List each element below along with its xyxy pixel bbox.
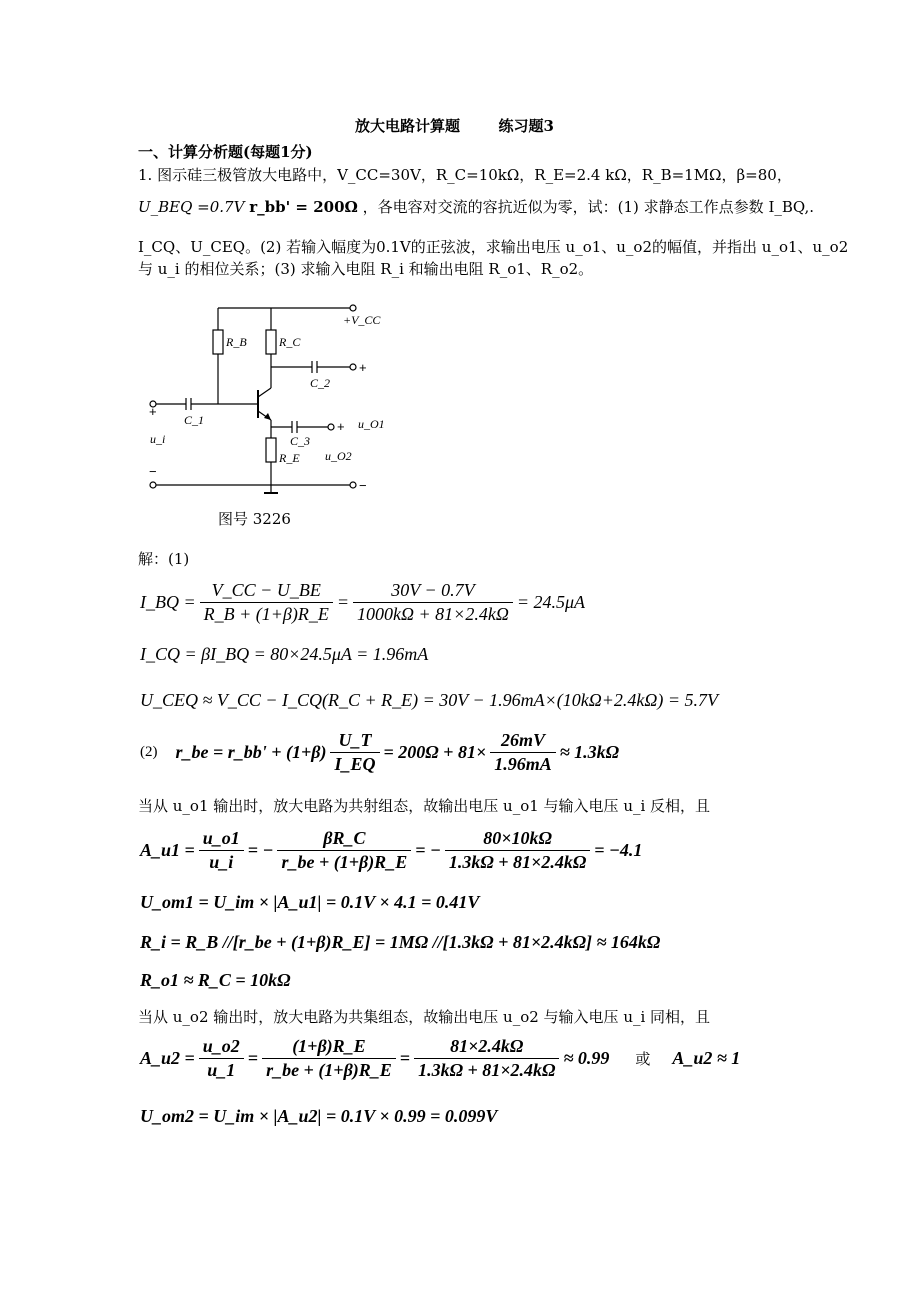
ri-equation: R_i = R_B //[r_be + (1+β)R_E] = 1MΩ //[1.3kΩ + 81×2.4kΩ] ≈ 164kΩ bbox=[140, 932, 661, 952]
vcc-terminal bbox=[350, 305, 356, 311]
label-uo1-plus: + bbox=[337, 419, 345, 434]
text-uo2: 当从 u_o2 输出时，放大电路为共集组态，故输出电压 u_o2 与输入电压 u_i 同相，且 bbox=[138, 1008, 711, 1026]
label-uo1: u_O1 bbox=[358, 417, 385, 431]
uceq-equation: U_CEQ ≈ V_CC − I_CQ(R_C + R_E) = 30V − 1.96mA×(10kΩ+2.4kΩ) = 5.7V bbox=[140, 690, 719, 710]
uo1-terminal bbox=[328, 424, 334, 430]
output-ground-terminal bbox=[350, 482, 356, 488]
uom1-equation: U_om1 = U_im × |A_u1| = 0.1V × 4.1 = 0.41V bbox=[140, 892, 480, 912]
problem-line-1: 1. 图示硅三极管放大电路中，V_CC=30V，R_C=10kΩ，R_E=2.4 kΩ，R_B=1MΩ，β=80， bbox=[138, 166, 792, 184]
label-re: R_E bbox=[279, 451, 300, 465]
text-uo1: 当从 u_o1 输出时，放大电路为共射组态，故输出电压 u_o1 与输入电压 u_i 反相，且 bbox=[138, 797, 711, 815]
circuit-diagram bbox=[140, 300, 400, 510]
figure-caption: 图号 3226 bbox=[218, 510, 291, 528]
label-rc: R_C bbox=[279, 335, 301, 349]
label-output-minus: − bbox=[359, 478, 367, 493]
problem-ubeq: U_BEQ =0.7V bbox=[138, 198, 245, 216]
title-sub: 练习题3 bbox=[498, 117, 554, 135]
label-c2-plus: + bbox=[359, 360, 367, 375]
problem-line-4: 与 u_i 的相位关系；(3) 求输入电阻 R_i 和输出电阻 R_o1、R_o2。 bbox=[138, 260, 594, 278]
section-heading: 一、计算分析题(每题1分) bbox=[138, 143, 313, 161]
problem-line-2-rest: ，各电容对交流的容抗近似为零，试：(1) 求静态工作点参数 I_BQ,. bbox=[362, 198, 814, 216]
label-c1: C_1 bbox=[184, 413, 205, 427]
part1-label: 解：(1) bbox=[138, 550, 190, 568]
label-input-minus: − bbox=[149, 464, 157, 479]
rbe-equation: (2) r_be = r_bb' + (1+β) $\frac{U\_T}{I\_EQ}$ = 200Ω + 81× $\frac{26mV}{1.96mA}$ ≈ 1.3kΩ bbox=[140, 730, 620, 774]
uom2-equation: U_om2 = U_im × |A_u2| = 0.1V × 0.99 = 0.099V bbox=[140, 1106, 498, 1126]
input-ground-terminal bbox=[150, 482, 156, 488]
icq-equation: I_CQ = βI_BQ = 80×24.5μA = 1.96mA bbox=[140, 644, 429, 664]
page-title bbox=[355, 115, 554, 136]
label-uo2: u_O2 bbox=[325, 449, 352, 463]
rc-resistor bbox=[266, 330, 276, 354]
label-c2: C_2 bbox=[310, 376, 331, 390]
label-c3: C_3 bbox=[290, 434, 311, 448]
problem-line-2 bbox=[138, 196, 814, 217]
label-ui: u_i bbox=[150, 432, 166, 446]
problem-line-3: I_CQ、U_CEQ。(2) 若输入幅度为0.1V的正弦波，求输出电压 u_o1、u_o2的幅值，并指出 u_o1、u_o2 bbox=[138, 238, 849, 256]
c2-output-terminal bbox=[350, 364, 356, 370]
au1-equation: A_u1 = $\frac{u\_o1}{u\_i}$ = − $\frac{\beta R\_C}{r\_be + (1+\beta)R\_E}$ = − $\frac{80\times 10k\Omega}{1.3k\Omega + 81\times 2.4k\Omega}$ = −4.1 bbox=[140, 828, 643, 872]
au2-equation: A_u2 = $\frac{u\_o2}{u\_1}$ = $\frac{(1+\beta)R\_E}{r\_be + (1+\beta)R\_E}$ = $\frac{81\times 2.4k\Omega}{1.3k\Omega + 81\times 2.4k\Omega}$ ≈ 0.99 或 A_u2 ≈ 1 bbox=[140, 1036, 741, 1080]
re-resistor bbox=[266, 438, 276, 462]
ibq-equation: I_BQ = $\frac{V\_CC - U\_BE}{R\_B + (1+\beta)R\_E}$ = $\frac{30V - 0.7V}{1000k\Omega + 81\times 2.4k\Omega}$ = 24.5μA bbox=[140, 580, 586, 624]
label-vcc: +V_CC bbox=[343, 313, 381, 327]
transistor-collector bbox=[258, 388, 271, 397]
rb-resistor bbox=[213, 330, 223, 354]
title-main: 放大电路计算题 bbox=[355, 117, 461, 135]
ro1-equation: R_o1 ≈ R_C = 10kΩ bbox=[140, 970, 291, 990]
label-rb: R_B bbox=[226, 335, 247, 349]
problem-rbb: r_bb' = 200Ω bbox=[249, 198, 358, 216]
label-input-plus: + bbox=[149, 404, 157, 419]
